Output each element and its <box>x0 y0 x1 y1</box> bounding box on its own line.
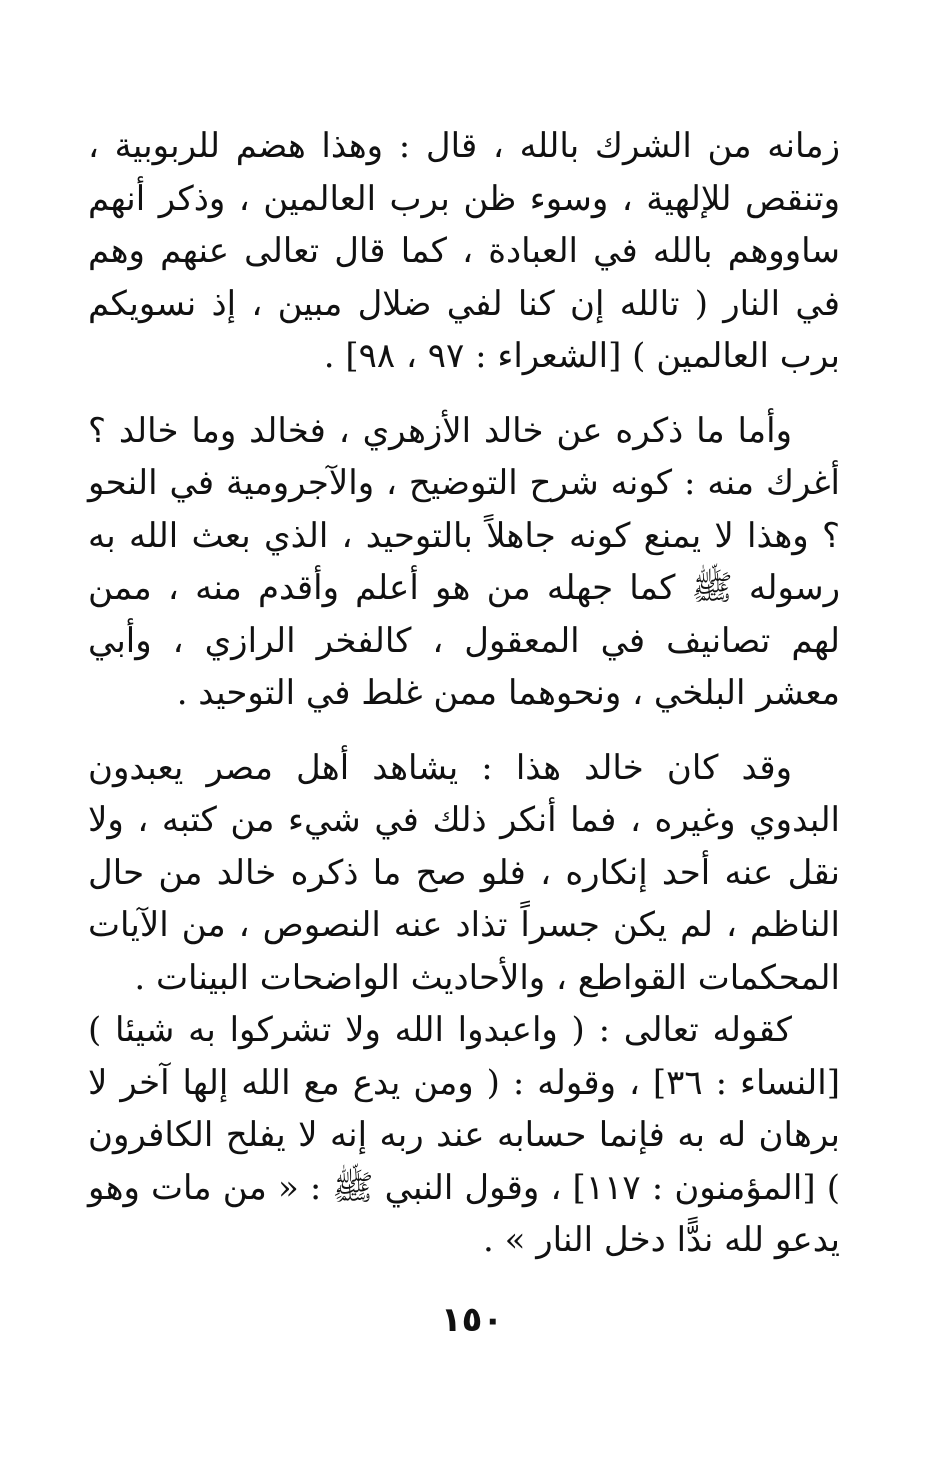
page-number: ١٥٠ <box>440 1300 504 1340</box>
paragraph-4: كقوله تعالى : ( واعبدوا الله ولا تشركوا به شيئا ) [النساء : ٣٦] ، وقوله : ( ومن يدع مع الله إلها آخر لا برهان له به فإنما حسابه عند ربه إنه لا يفلح الكافرون ) [المؤمنون : ١١٧] ، وقول النبي ﷺ : « من مات وهو يدعو لله ندًّا دخل النار » . <box>88 1010 841 1260</box>
page-body <box>88 120 840 1460</box>
paragraph-1: زمانه من الشرك بالله ، قال : وهذا هضم للربوبية ، وتنقص للإلهية ، وسوء ظن برب العالمين ، وذكر أنهم ساووهم بالله في العبادة ، كما قال تعالى عنهم وهم في النار ( تالله إن كنا لفي ضلال مبين ، إذ نسويكم برب العالمين ) [الشعراء : ٩٧ ، ٩٨] . <box>88 126 840 376</box>
paragraph-2: وأما ما ذكره عن خالد الأزهري ، فخالد وما خالد ؟ أغرك منه : كونه شرح التوضيح ، والآجرومية في النحو ؟ وهذا لا يمنع كونه جاهلاً بالتوحيد ، الذي بعث الله به رسوله ﷺ كما جهله من هو أعلم وأقدم منه ، ممن لهم تصانيف في المعقول ، كالفخر الرازي ، وأبي معشر البلخي ، ونحوهما ممن غلط في التوحيد . <box>88 410 840 713</box>
paragraph-3: وقد كان خالد هذا : يشاهد أهل مصر يعبدون البدوي وغيره ، فما أنكر ذلك في شيء من كتبه ، ولا نقل عنه أحد إنكاره ، فلو صح ما ذكره خالد من حال الناظم ، لم يكن جسراً تذاد عنه النصوص ، من الآيات المحكمات القواطع ، والأحاديث الواضحات البينات . <box>88 747 840 998</box>
